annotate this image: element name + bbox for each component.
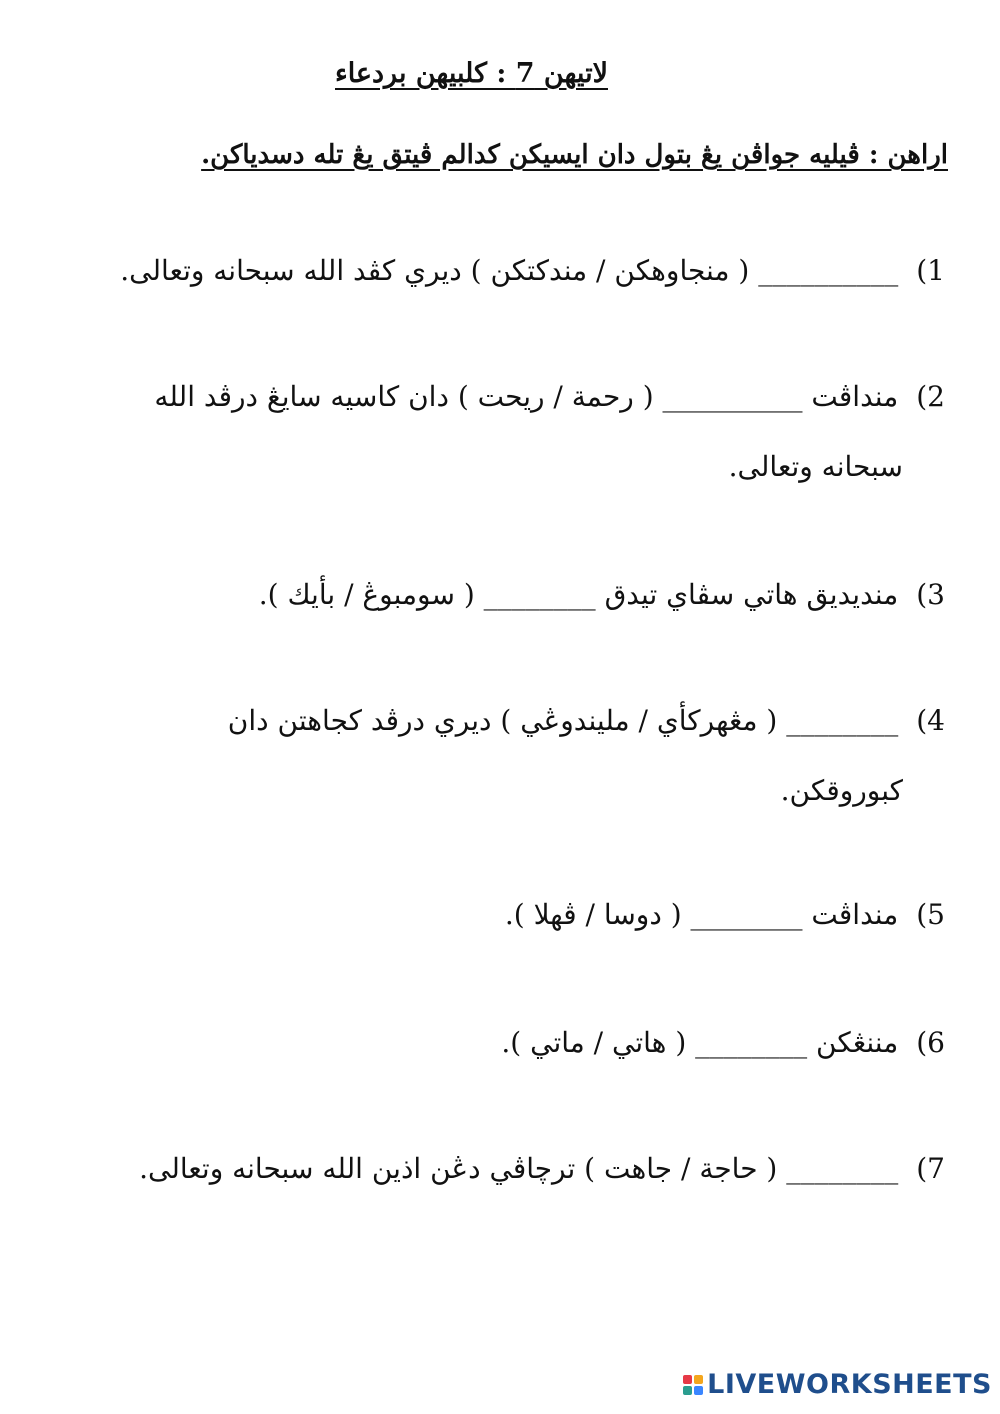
- question-1: [120, 236, 945, 306]
- question-text: منديديق هاتي سڤاي تيدق ________ ( سومبوڠ / بأيك ).: [258, 578, 899, 611]
- question-7: [139, 1134, 945, 1204]
- question-number: 4): [916, 704, 945, 737]
- question-6: [501, 1008, 945, 1078]
- question-number: 2): [916, 380, 945, 413]
- question-number: 7): [916, 1152, 945, 1185]
- question-number: 1): [916, 254, 945, 287]
- liveworksheets-logo-icon: [683, 1375, 703, 1395]
- question-number: 6): [916, 1026, 945, 1059]
- logo-square: [683, 1386, 692, 1395]
- logo-square: [694, 1386, 703, 1395]
- instruction-text: اراهن : ڤيليه جواڤن يڠ بتول دان ايسيكن كدالم ڤيتق يڠ تله دسدياكن.: [201, 140, 948, 170]
- question-text-continuation: سبحانه وتعالى.: [728, 450, 903, 483]
- question-text: ________ ( حاجة / جاهت ) ترچاڤي دڠن اذين الله سبحانه وتعالى.: [139, 1152, 899, 1185]
- question-text: __________ ( منجاوهكن / مندكتكن ) ديري كڤد الله سبحانه وتعالى.: [120, 254, 899, 287]
- liveworksheets-watermark: [683, 1369, 992, 1400]
- question-text: منداڤت ________ ( دوسا / ڤهلا ).: [504, 898, 899, 931]
- question-4: [228, 686, 945, 826]
- question-2: [154, 362, 945, 502]
- question-number: 5): [916, 898, 945, 931]
- question-text-continuation: كبوروقكن.: [780, 774, 903, 807]
- logo-square: [694, 1375, 703, 1384]
- question-3: [259, 560, 945, 630]
- question-text: منداڤت __________ ( رحمة / ريحت ) دان كاسيه سايڠ درڤد الله: [154, 380, 899, 413]
- watermark-text: LIVEWORKSHEETS: [707, 1369, 992, 1400]
- logo-square: [683, 1375, 692, 1384]
- question-number: 3): [916, 578, 945, 611]
- question-text: ________ ( مڠهركأي / مليندوڠي ) ديري درڤد كجاهتن دان: [227, 704, 899, 737]
- question-5: [505, 880, 945, 950]
- worksheet-title: لاتيهن 7 : كلبيهن بردعاء: [335, 58, 608, 89]
- question-text: مننڠكن ________ ( هاتي / ماتي ).: [501, 1026, 899, 1059]
